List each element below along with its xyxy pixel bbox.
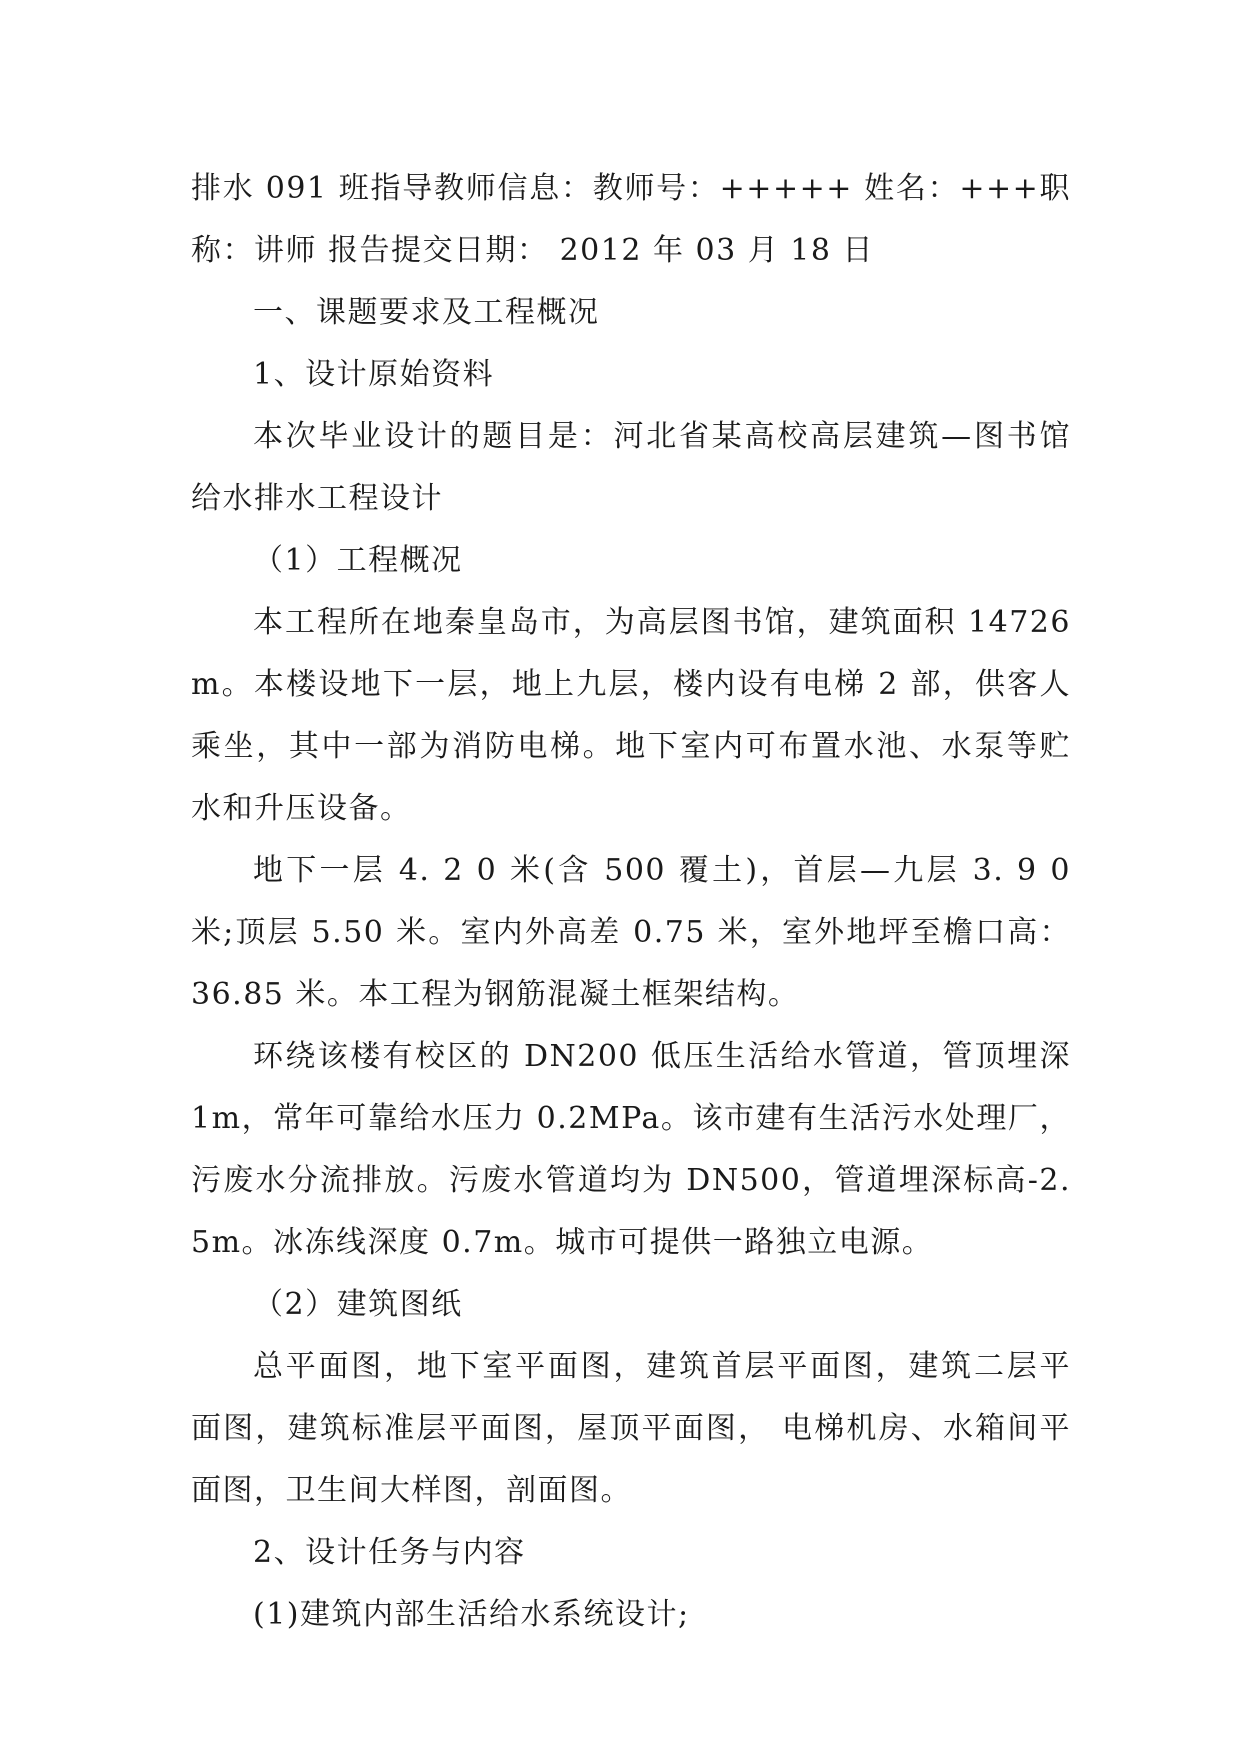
subheading-project-overview: （1）工程概况 [253,543,463,578]
teacher-info-paragraph: 排水 091 班指导教师信息：教师号：+++++ 姓名：+++职称：讲师 报告提交日期： 2012 年 03 月 18 日 [191,171,1071,268]
project-overview-paragraph: 本工程所在地秦皇岛市，为高层图书馆，建筑面积 14726m。本楼设地下一层，地上九层，楼内设有电梯 2 部，供客人乘坐，其中一部为消防电梯。地下室内可布置水池、水泵等贮水和升压设备。 [191,605,1071,826]
subheading-architectural-drawings: （2）建筑图纸 [253,1287,463,1322]
subsection-heading-design-tasks: 2、设计任务与内容 [253,1535,526,1570]
subsection-heading-original-data: 1、设计原始资料 [253,357,495,392]
section-heading-requirements: 一、课题要求及工程概况 [253,295,600,330]
document-body [191,158,1071,1646]
floor-heights-paragraph: 地下一层 4. 2 0 米(含 500 覆土)，首层—九层 3. 9 0 米;顶层 5.50 米。室内外高差 0.75 米，室外地坪至檐口高：36.85 米。本工程为钢筋混凝土框架结构。 [191,853,1071,1012]
design-topic-paragraph: 本次毕业设计的题目是：河北省某高校高层建筑—图书馆给水排水工程设计 [191,419,1071,516]
drawings-list-paragraph: 总平面图，地下室平面图，建筑首层平面图，建筑二层平面图，建筑标准层平面图，屋顶平面图， 电梯机房、水箱间平面图，卫生间大样图，剖面图。 [191,1349,1071,1508]
design-task-item-1: (1)建筑内部生活给水系统设计; [253,1597,690,1632]
water-supply-paragraph: 环绕该楼有校区的 DN200 低压生活给水管道，管顶埋深 1m，常年可靠给水压力 0.2MPa。该市建有生活污水处理厂，污废水分流排放。污废水管道均为 DN500，管道埋深标高-2.5m。冰冻线深度 0.7m。城市可提供一路独立电源。 [191,1039,1071,1260]
